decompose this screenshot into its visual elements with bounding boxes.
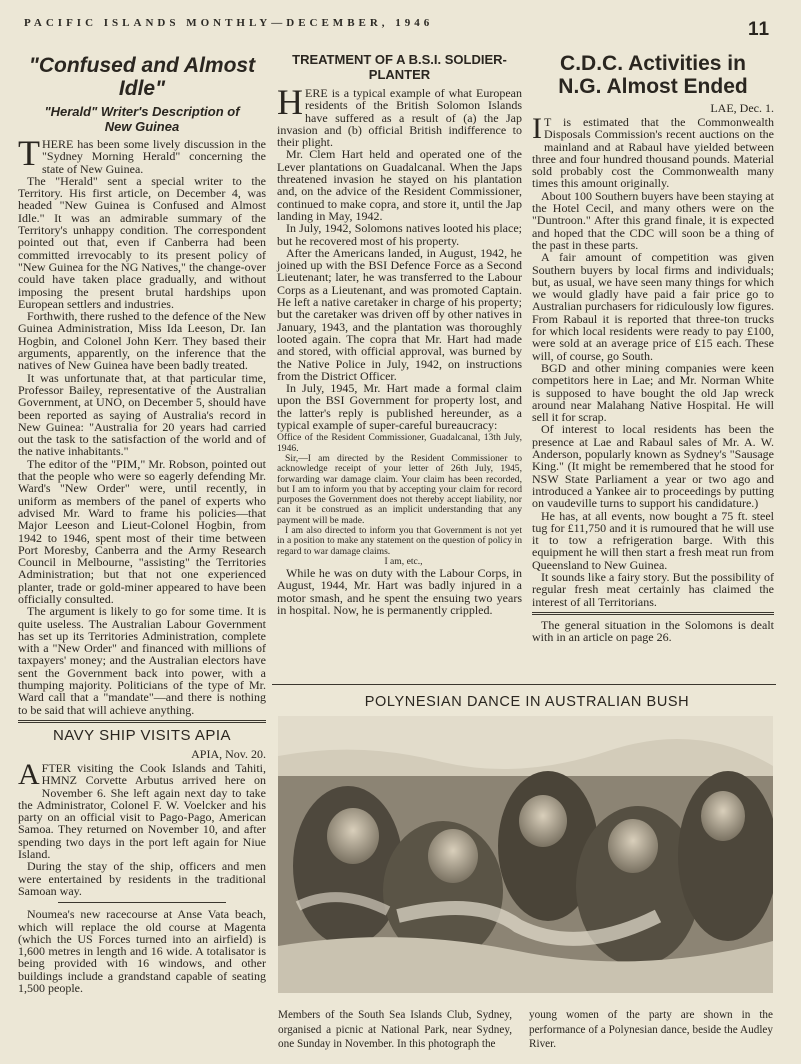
photo-caption-left: Members of the South Sea Islands Club, Sydney, organised a picnic at National Park, near Sydney, one Sunday in November. In this photograph the	[278, 1009, 512, 1051]
article3-title: TREATMENT OF A B.S.I. SOLDIER-PLANTER	[292, 52, 507, 82]
photo-title: POLYNESIAN DANCE IN AUSTRALIAN BUSH	[364, 694, 690, 710]
article1-para-5: The argument is likely to go for some time. It is quite useless. The Australian Labour Government has set up its Territories Administration, complete with a "New Order" and financed with millions of taxpayers' money; and the Australian electors have sent the Government back into power, with a thumping majority. Politicians of the type of Mr. Ward call that a "mandate"—and there is nothing to be said that will achieve anything.	[18, 604, 266, 717]
drop-cap: T	[18, 133, 40, 173]
article3-para-3: After the Americans landed, in August, 1942, he joined up with the BSI Defence Force as a Second Lieutenant; later, he was transferred to the Labour Corps as a Lieutenant, and was promoted Captain. He left a native caretaker in charge of his property; but the caretaker was driven off by other natives in January, 1943, and the plantation was thoroughly looted again. The copra that Mr. Hart had made and stored, with official approval, was burned by the Native Police in July, 1942, on instructions from the District Officer.	[277, 245, 522, 383]
article4-dateline: LAE, Dec. 1.	[710, 101, 774, 115]
article3-para-1: Mr. Clem Hart held and operated one of the Lever plantations on Guadalcanal. When the Japs threatened invasion he stayed on his plantation and, on the advice of the Resident Commissioner, continued to make copra, and store it, until the Jap landing in May, 1942.	[277, 147, 522, 223]
article3-para-4: In July, 1945, Mr. Hart made a formal claim upon the BSI Government for property lost, and the latter's reply is published hereunder, as a typical example of super-careful bureaucracy:	[277, 381, 522, 433]
photo-polynesian-dance	[278, 716, 773, 993]
letter-sign: I am, etc.,	[384, 555, 423, 567]
article4-para-6: It sounds like a fairy story. But the possibility of regular fresh meat certainly has claimed the interest of all Territorians.	[532, 569, 774, 609]
article1-para-1: The "Herald" sent a special writer to the Territory. His first article, on December 4, was headed "New Guinea is Confused and Almost Idle." It was an admirable summary of the Territory's unhappy condition. The correspondent pointed out that, even if Canberra had been committed irrevocably to its present policy of "New Guinea for the NG Natives," the change-over could have taken place gradually, and without imposing the present brutal hardships upon European settlers and industries.	[18, 173, 266, 311]
divider	[18, 720, 266, 723]
article1-para-4: The editor of the "PIM," Mr. Robson, pointed out that the people who were so eagerly defending Mr. Ward's "New Order" were, until recently, in uniform as members of the panel of experts who advised Mr. Ward to frame his policies—that Major Leeson and Lieut-Colonel Hogbin, from 1942 to 1946, spent most of their time between Port Moresby, Canberra and the Army Research Council in Melbourne, "assisting" the Territories Administration; but that not one experienced planter, trade or gold-miner appeared to have been officially consulted.	[18, 456, 266, 606]
article3-para-0: HERE is a typical example of what European residents of the British Solomon Islands have suffered as a result of (a) the Jap invasion and (b) official British indifference to their plight.	[277, 82, 522, 150]
article2-note: Noumea's new racecourse at Anse Vata beach, which will replace the old course at Magenta (which the US Forces turned into an airfield) is 1,600 metres in length and 16 wide. A totalisator is being provided with 16 windows, and other buildings include a grandstand capable of seating 1,500 people.	[18, 907, 266, 995]
letter-para-0: Sir,—I am directed by the Resident Commissioner to acknowledge receipt of your letter of 26th July, 1945, forwarding war damage claim. Your claim has been recorded, but I am to inform you that by accepting your claim for record purposes the Government does not thereby accept liability, nor can it be construed as an implicit understanding that any payment will be made.	[277, 452, 522, 526]
divider	[532, 612, 774, 615]
article4-para-3: BGD and other mining companies were keen competitors here in Lae; and Mr. Norman White is supposed to have bought the old Jap wreck around near Malahang Native Hospital. He will sell it for scrap.	[532, 360, 774, 425]
column-right	[532, 52, 774, 643]
column-middle	[277, 52, 522, 616]
masthead: PACIFIC ISLANDS MONTHLY—DECEMBER, 1946	[24, 17, 434, 29]
divider	[58, 902, 226, 903]
article4-note: The general situation in the Solomons is dealt with in an article on page 26.	[532, 617, 774, 645]
article1-para-3: It was unfortunate that, at that particular time, Professor Bailey, representative of the Australian Government, at UNO, on December 5, should have been reported as saying of Australia's record in New Guinea: "Australia for 20 years had carried out the task to the satisfaction of the world and of the native inhabitants."	[18, 370, 266, 459]
page-number: 11	[748, 19, 771, 40]
article2-para-0: AFTER visiting the Cook Islands and Tahiti, HMNZ Corvette Arbutus arrived here on November 6. She left again next day to take the Administrator, Colonel F. W. Voelcker and his party on an official visit to Pago-Pago, American Samoa. They returned on November 10, and after spending two days in the port left again for Niue Island.	[18, 757, 266, 862]
drop-cap: H	[277, 82, 303, 122]
article3-closing: While he was on duty with the Labour Corps, in August, 1944, Mr. Hart was badly injured in a motor smash, and he spent the ensuing two years in hospital. Now, he is permanently crippled.	[277, 566, 522, 618]
letter-para-1: I am also directed to inform you that Government is not yet in a position to make any statement on the question of policy in regard to war damage claims.	[277, 524, 522, 557]
article4-title: C.D.C. Activities in N.G. Almost Ended	[558, 52, 748, 98]
drop-cap: I	[532, 112, 542, 145]
column-left	[18, 52, 266, 994]
article3-para-2: In July, 1942, Solomons natives looted his place; but he recovered most of his property.	[277, 221, 522, 248]
article1-para-0: THERE has been some lively discussion in the "Sydney Morning Herald" concerning the state of New Guinea.	[18, 133, 266, 176]
article4-para-2: A fair amount of competition was given Southern buyers by local firms and individuals; but, as usual, we have seen many things for which we would gladly have paid a fair price go to Australian purchasers for ridiculously low figures. From Rabaul it is reported that three-ton trucks for which local residents were ready to pay £100, were sold at an average price of £15 each. These will, of course, go South.	[532, 250, 774, 363]
drop-cap: A	[18, 757, 40, 791]
article1-para-2: Forthwith, there rushed to the defence of the New Guinea Administration, Miss Ida Leeson, Dr. Ian Hogbin, and Colonel John Kerr. They based their arguments, apparently, on the inference that the natives of New Guinea have been badly treated.	[18, 309, 266, 373]
article1-title: "Confused and Almost Idle"	[28, 54, 256, 100]
divider	[272, 684, 776, 685]
article4-para-0: I T is estimated that the Commonwealth Disposals Commission's recent auctions on the mainland and at Rabaul have yielded between three and four hundred thousand pounds. Material sold probably cost the Commonwealth many times this amount originally.	[532, 112, 774, 191]
article2-dateline: APIA, Nov. 20.	[191, 746, 266, 761]
article2-title: NAVY SHIP VISITS APIA	[52, 726, 232, 744]
photo-caption-right: young women of the party are shown in the performance of a Polynesian dance, beside the Audley River.	[529, 1009, 773, 1051]
letter-heading: Office of the Resident Commissioner, Guadalcanal, 13th July, 1946.	[277, 432, 522, 454]
article4-para-1: About 100 Southern buyers have been staying at the Hotel Cecil, and many others were on the "Duntroon." After this grand finale, it is expected and hoped that the CDC will soon be a thing of the past in these parts.	[532, 188, 774, 252]
article2-para-1: During the stay of the ship, officers and men were entertained by residents in the traditional Samoan way.	[18, 859, 266, 898]
article4-para-5: He has, at all events, now bought a 75 ft. steel tug for £11,750 and it is rumoured that he will use it to tow a refrigeration barge. With this equipment he will then start a fresh meat run from Queensland to New Guinea.	[532, 508, 774, 572]
article4-para-4: Of interest to local residents has been the presence at Lae and Rabaul sales of Mr. A. W. Anderson, popularly known as Sydney's "Sausage King." (It might be remembered that he stood for NSW State Parliament a year or two ago and introduced a Yankee air to proceedings by putting on vaudeville turns to support his candidature.)	[532, 422, 774, 511]
article1-subtitle: "Herald" Writer's Description of New Guinea	[44, 104, 240, 134]
photo-image	[278, 716, 773, 993]
